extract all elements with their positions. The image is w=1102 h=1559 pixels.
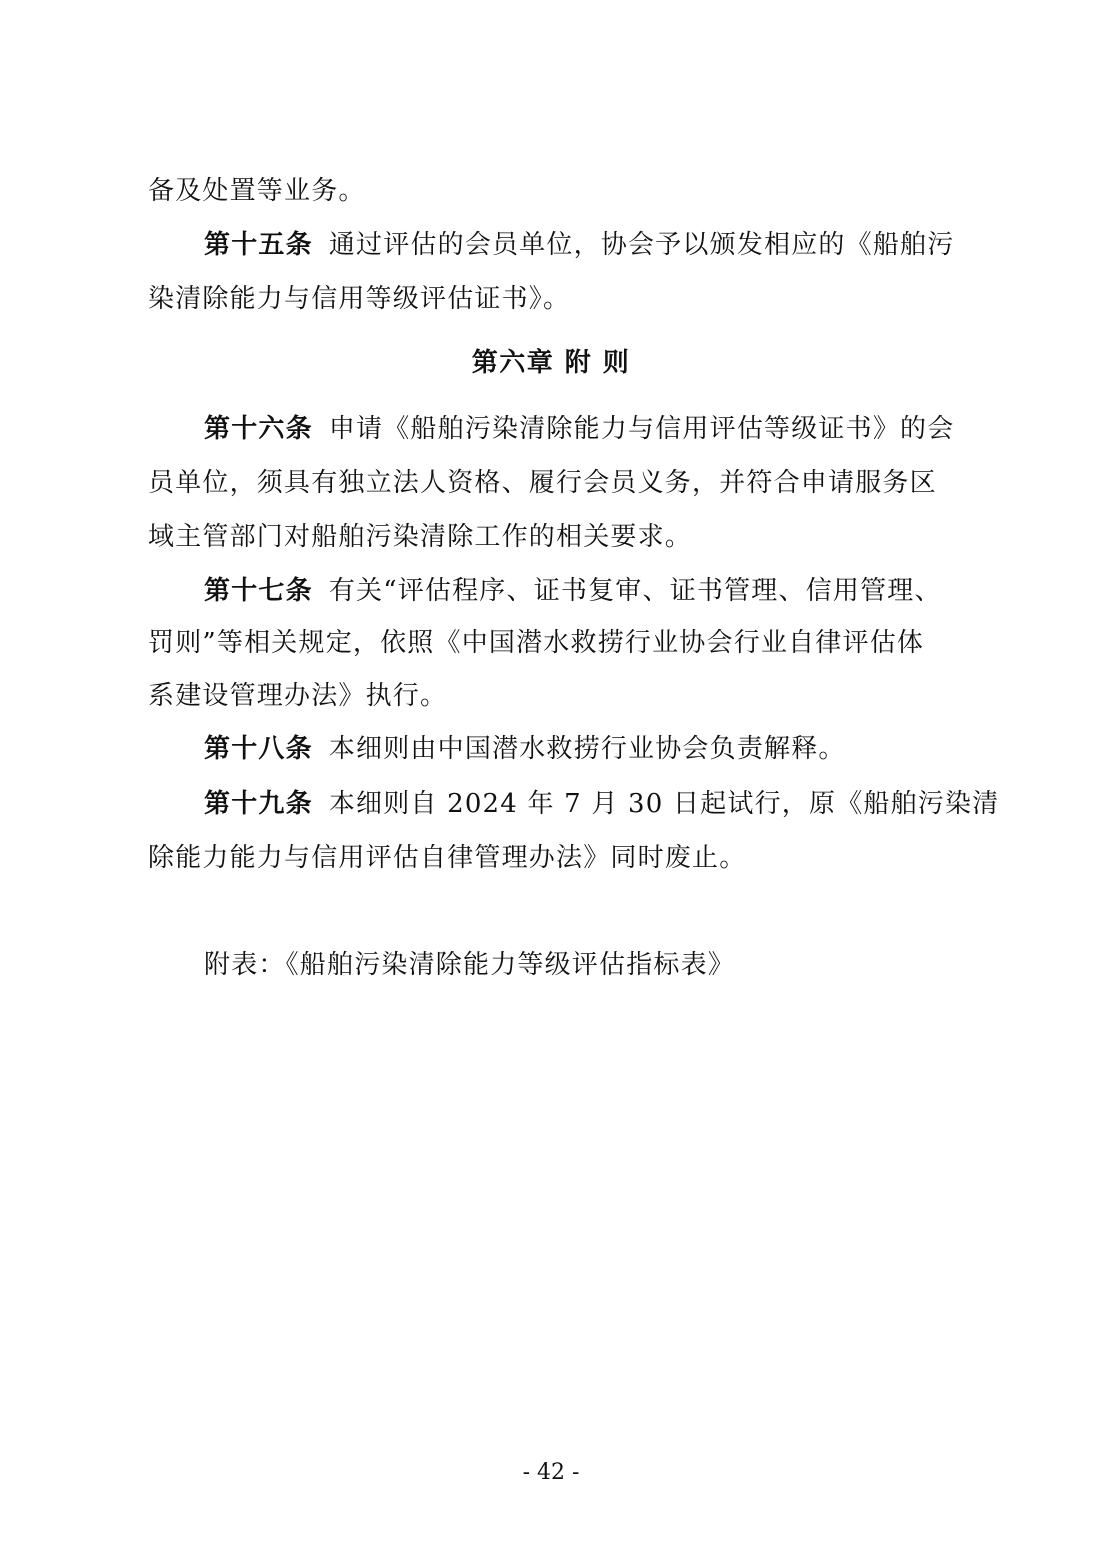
article-15-line-1	[204, 225, 1024, 265]
article-19-text-1: 本细则自 2024 年 7 月 30 日起试行，原《船舶污染清	[328, 789, 1000, 819]
article-18-label: 第十八条	[204, 734, 313, 764]
attachment-note: 附表：《船舶污染清除能力等级评估指标表》	[204, 950, 736, 980]
article-17-label: 第十七条	[204, 576, 313, 606]
article-15-text-1: 通过评估的会员单位，协会予以颁发相应的《船舶污	[328, 230, 955, 260]
article-19-line-2: 除能力能力与信用评估自律管理办法》同时废止。	[148, 843, 747, 873]
article-16-text-1: 申请《船舶污染清除能力与信用评估等级证书》的会	[328, 414, 955, 444]
article-17-line-2: 罚则”等相关规定，依照《中国潜水救捞行业协会行业自律评估体	[148, 628, 925, 658]
article-17-line-1	[204, 571, 1024, 611]
chapter-6-heading: 第六章 附 则	[471, 348, 631, 378]
article-17-line-3: 系建设管理办法》执行。	[148, 681, 448, 711]
article-16-line-3: 域主管部门对船舶污染清除工作的相关要求。	[148, 522, 693, 552]
continuation-line: 备及处置等业务。	[148, 176, 366, 206]
article-16-label: 第十六条	[204, 414, 313, 444]
article-16-line-1	[204, 409, 1024, 449]
article-19-label: 第十九条	[204, 789, 313, 819]
article-15-label: 第十五条	[204, 230, 313, 260]
article-18-text-1: 本细则由中国潜水救捞行业协会负责解释。	[328, 734, 846, 764]
page-number: - 42 -	[522, 1460, 580, 1485]
article-17-text-1: 有关“评估程序、证书复审、证书管理、信用管理、	[328, 576, 942, 606]
article-16-line-2: 员单位，须具有独立法人资格、履行会员义务，并符合申请服务区	[148, 468, 937, 498]
article-18-line-1	[204, 729, 1024, 769]
article-15-line-2: 染清除能力与信用等级评估证书》。	[148, 284, 571, 314]
article-19-line-1	[204, 784, 1024, 824]
